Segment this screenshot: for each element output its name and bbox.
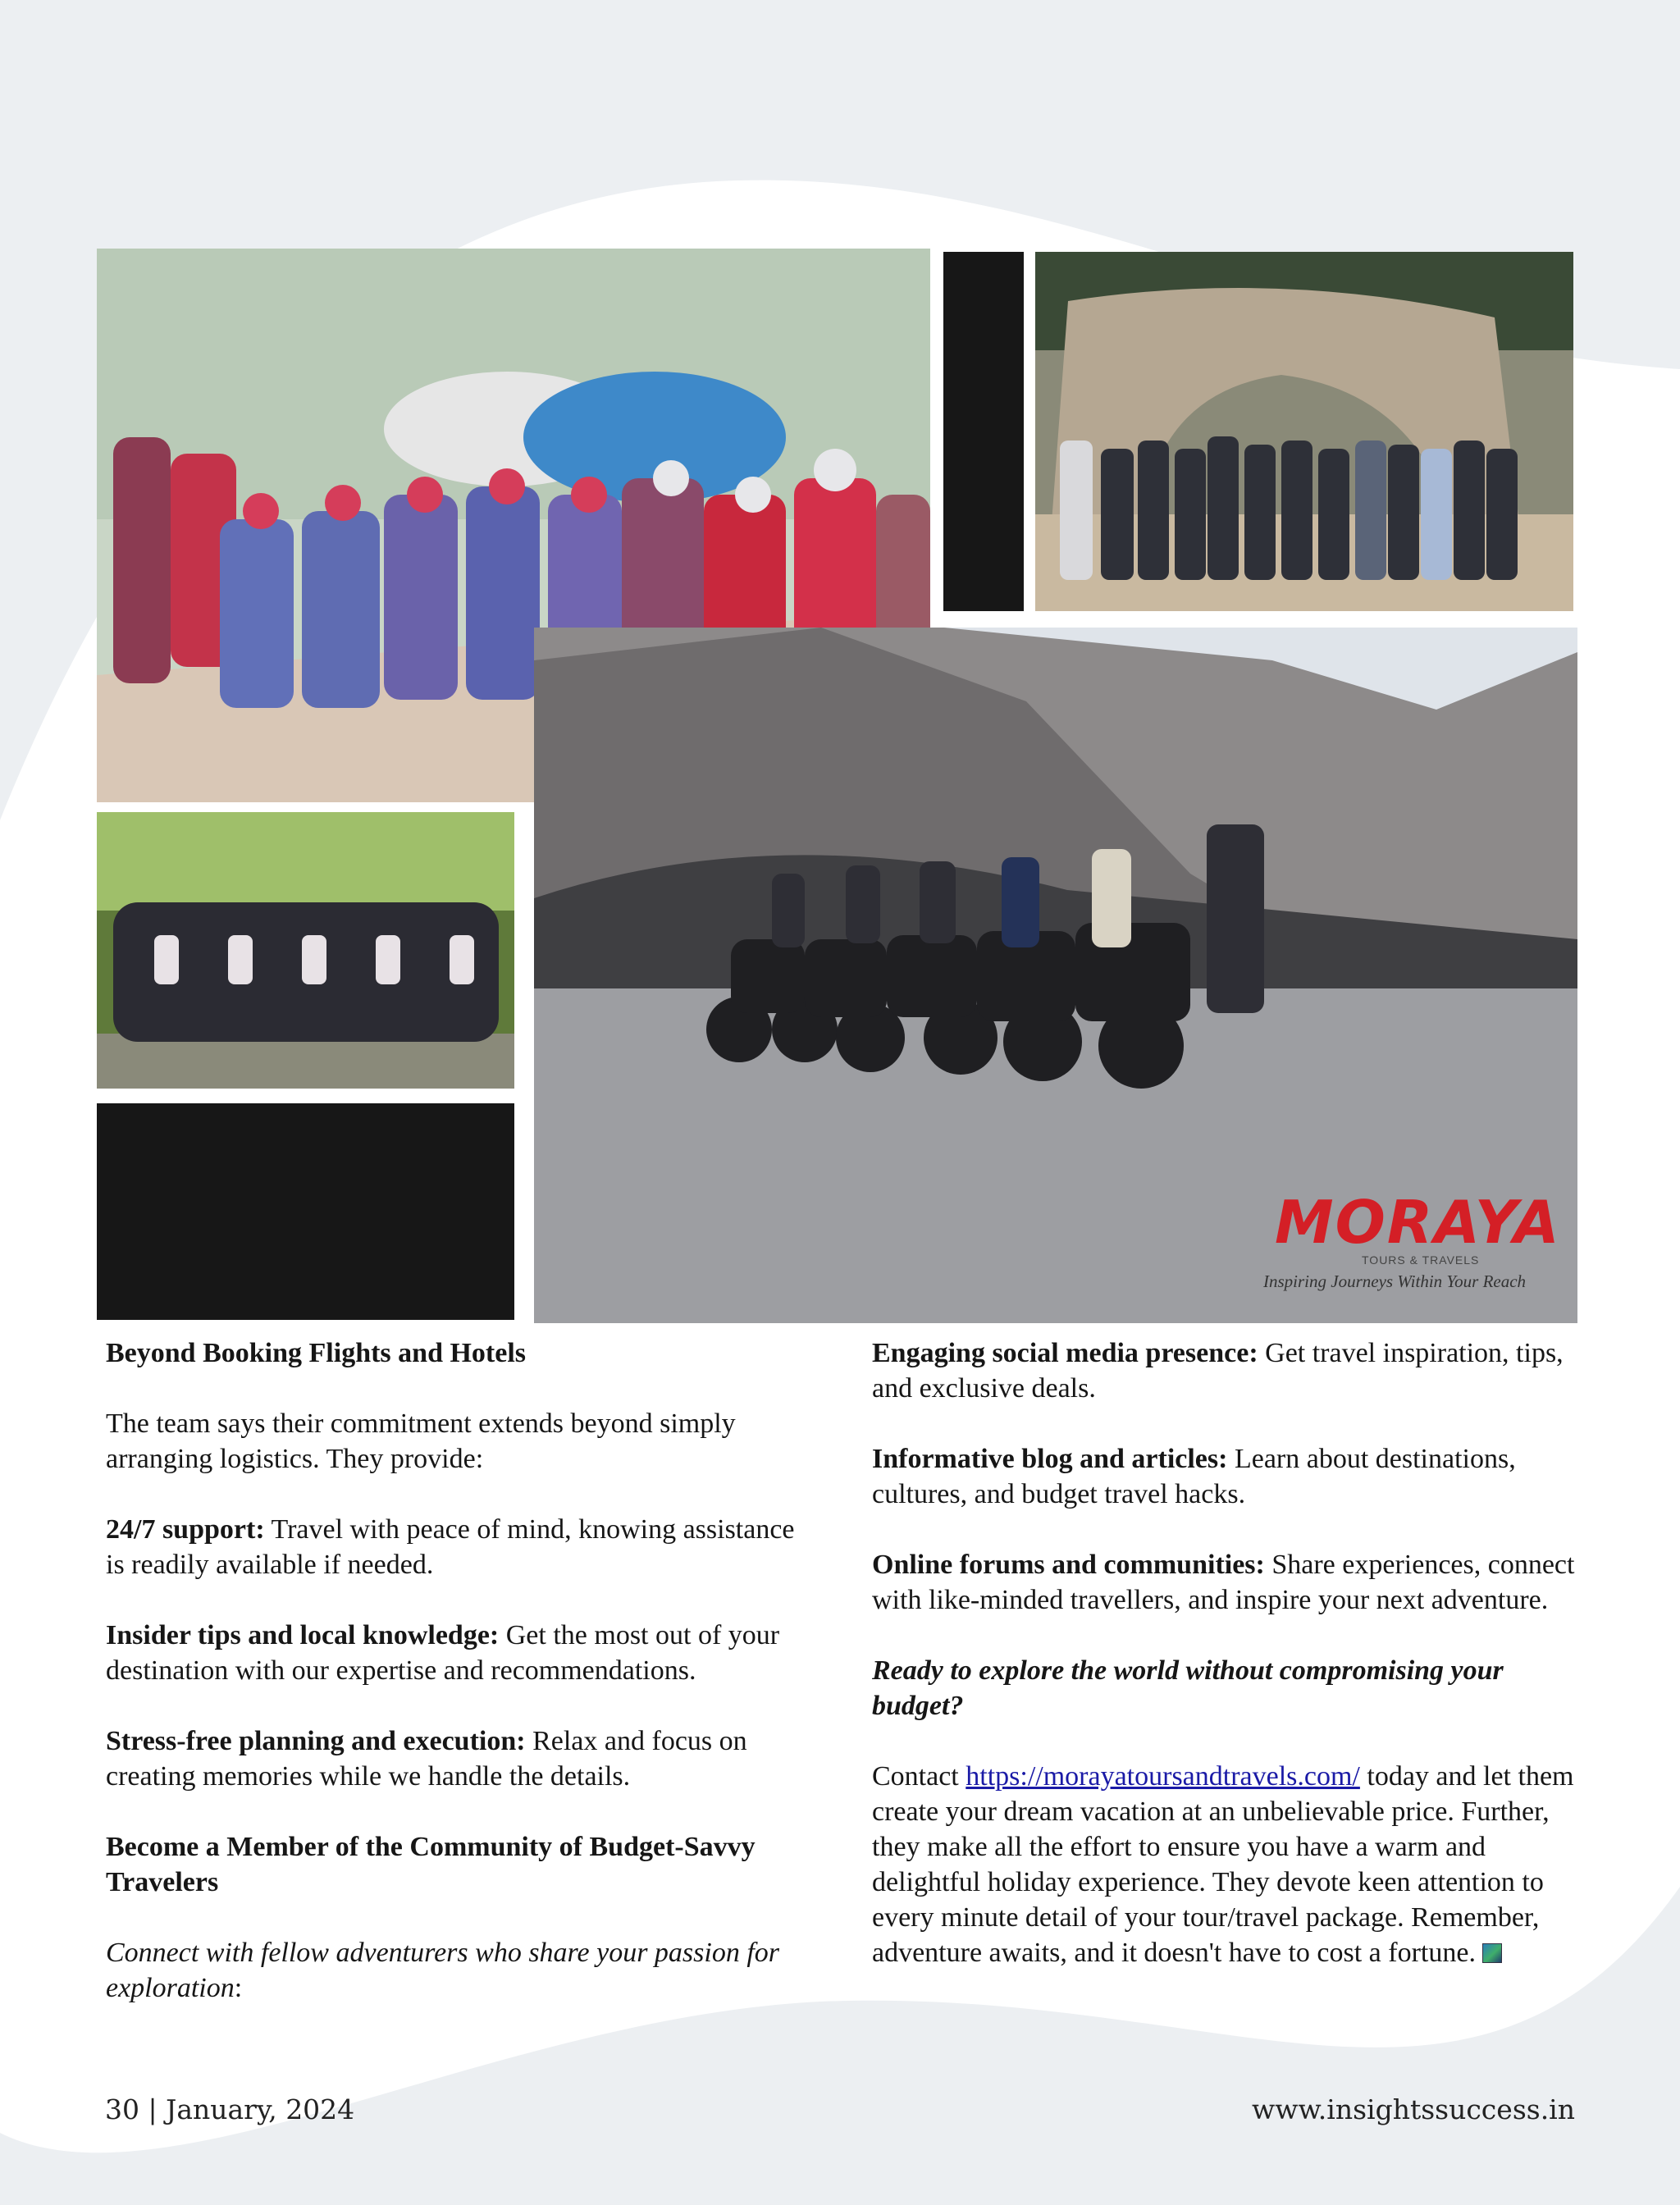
- feature-text: Get the most out of your destination with our expertise and recommendations.: [106, 1620, 780, 1686]
- call-to-action-question: Ready to explore the world without compromising your budget?: [872, 1655, 1504, 1721]
- feature-label: Insider tips and local knowledge:: [106, 1620, 500, 1650]
- contact-prefix: Contact: [872, 1761, 966, 1792]
- intro-paragraph: The team says their commitment extends beyond simply arranging logistics. They provide:: [106, 1408, 736, 1474]
- community-label: Online forums and communities:: [872, 1550, 1265, 1580]
- feature-label: 24/7 support:: [106, 1514, 265, 1545]
- image-thumbnail-icon: [1482, 1943, 1502, 1963]
- community-item: [872, 1335, 1586, 1406]
- photo-stone-arch: [1035, 252, 1573, 611]
- website-link[interactable]: https://morayatoursandtravels.com/: [966, 1761, 1360, 1792]
- contact-paragraph: [872, 1759, 1586, 1970]
- community-item: [872, 1441, 1586, 1512]
- connect-text: Connect with fellow adventurers who share your passion for exploration: [106, 1938, 780, 2003]
- contact-text: today and let them create your dream vacation at an unbelievable price. Further, they make all the effort to ensure you have a warm and delightful holiday experience. They devote keen attention to every minute detail of your tour/travel package. Remember, adventure awaits, and it doesn't have to cost a fortune.: [872, 1761, 1574, 1968]
- garden-image: [97, 812, 514, 1089]
- connect-paragraph: [106, 1935, 811, 2006]
- feature-text: Travel with peace of mind, knowing assistance is readily available if needed.: [106, 1514, 795, 1580]
- community-label: Engaging social media presence:: [872, 1338, 1258, 1368]
- feature-label: Stress-free planning and execution:: [106, 1726, 526, 1756]
- feature-text: Relax and focus on creating memories while we handle the details.: [106, 1726, 747, 1792]
- community-text: Get travel inspiration, tips, and exclusive deals.: [872, 1338, 1564, 1404]
- left-column: [106, 1335, 811, 2041]
- feature-item: [106, 1512, 811, 1582]
- logo-subtitle: TOURS & TRAVELS: [1362, 1253, 1480, 1267]
- community-label: Informative blog and articles:: [872, 1444, 1228, 1474]
- decorative-black-strip: [943, 252, 1024, 611]
- logo-tagline: Inspiring Journeys Within Your Reach: [1263, 1271, 1527, 1291]
- section-heading: Beyond Booking Flights and Hotels: [106, 1338, 527, 1368]
- footer-website: www.insightssuccess.in: [1251, 2093, 1575, 2125]
- community-text: Learn about destinations, cultures, and budget travel hacks.: [872, 1444, 1516, 1509]
- right-column: [872, 1335, 1586, 2006]
- page-number-date: 30 | January, 2024: [105, 2093, 355, 2125]
- arch-image: [1035, 252, 1573, 611]
- feature-item: [106, 1618, 811, 1688]
- community-text: Share experiences, connect with like-minded travellers, and inspire your next adventure.: [872, 1550, 1575, 1615]
- photo-garden-group: [97, 812, 514, 1089]
- logo-wordmark: MORAYA: [1275, 1188, 1561, 1257]
- moraya-logo: [1239, 1188, 1559, 1303]
- community-item: [872, 1547, 1586, 1618]
- decorative-black-block: [97, 1103, 514, 1320]
- connect-colon: :: [234, 1973, 243, 2003]
- feature-item: [106, 1723, 811, 1794]
- community-heading: Become a Member of the Community of Budget-Savvy Travelers: [106, 1832, 756, 1897]
